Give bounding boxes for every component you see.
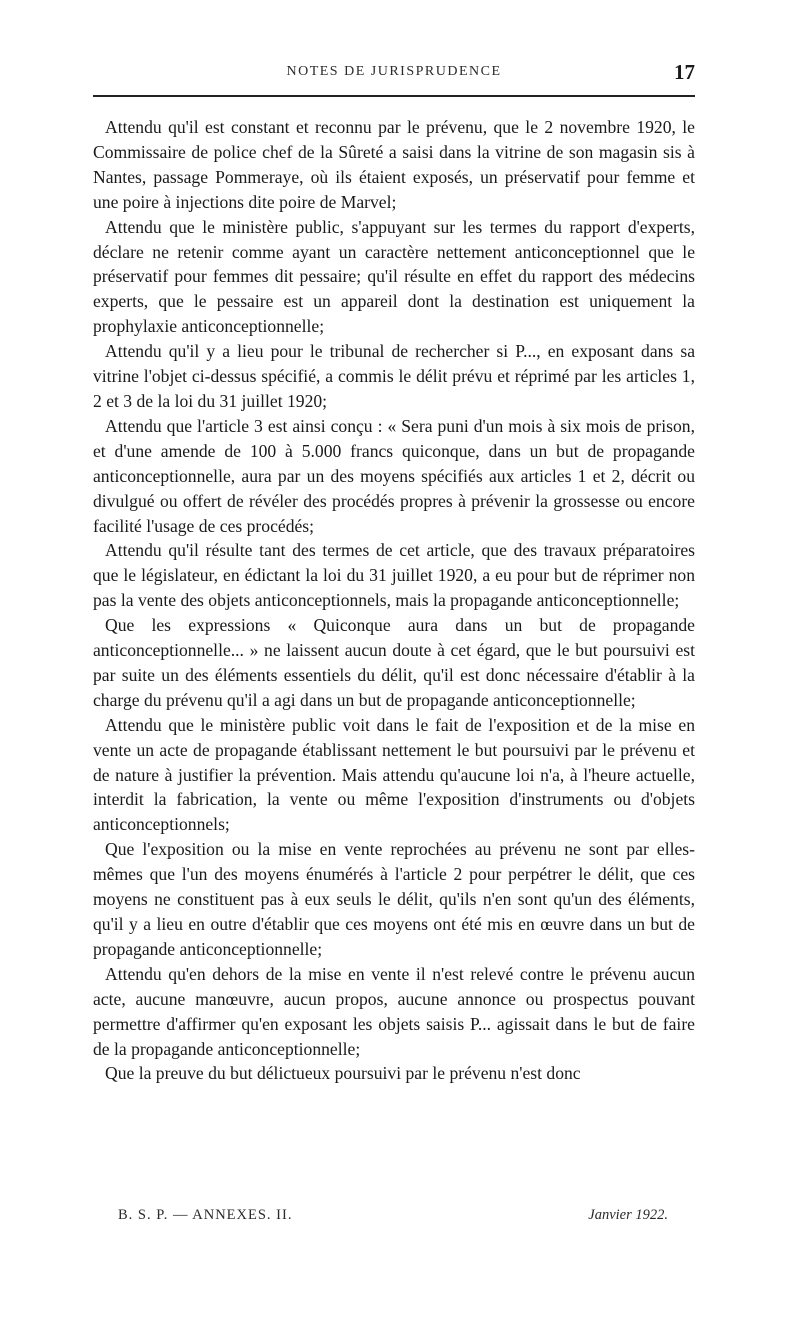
running-head bbox=[93, 60, 695, 86]
paragraph: Attendu qu'il résulte tant des termes de cet article, que des travaux préparatoires que le législateur, en édictant la loi du 31 juillet 1920, a eu pour but de réprimer non pas la vente des objets anticonceptionnels, mais la propagande anticonceptionnelle; bbox=[93, 540, 695, 611]
header-rule bbox=[93, 95, 695, 97]
paragraph: Attendu que l'article 3 est ainsi conçu : « Sera puni d'un mois à six mois de prison, et d'une amende de 100 à 5.000 francs quiconque, dans un but de propagande anticonceptionnelle, aura par un des moyens spécifiés aux articles 1 et 2, décrit ou divulgué ou offert de révéler des procédés propres à prévenir la grossesse ou encore facilité l'usage de ces procédés; bbox=[93, 415, 695, 536]
paragraph: Que la preuve du but délictueux poursuivi par le prévenu n'est donc bbox=[105, 1063, 581, 1084]
paragraph: Attendu que le ministère public voit dans le fait de l'exposition et de la mise en vente un acte de propagande établissant nettement le but poursuivi par le prévenu et de nature à justifier la prévention. Mais attendu qu'aucune loi n'a, à l'heure actuelle, interdit la fabrication, la vente ou même l'exposition d'instruments ou d'objets anticonceptionnels; bbox=[93, 714, 695, 835]
paragraph: Attendu que le ministère public, s'appuyant sur les termes du rapport d'experts, déclare ne retenir comme ayant un caractère nettement anticonceptionnel que le préservatif pour femmes dit pessaire; qu'il résulte en effet du rapport des médecins experts, que le pessaire est un appareil dont la destination est uniquement la prophylaxie anticonceptionnelle; bbox=[93, 216, 695, 337]
footer-date: Janvier 1922. bbox=[588, 1207, 668, 1223]
paragraph: Attendu qu'en dehors de la mise en vente il n'est relevé contre le prévenu aucun acte, aucune manœuvre, aucun propos, aucune annonce ou prospectus pouvant permettre d'affirmer qu'en exposant les objets saisis P... agissait dans le but de faire de la propagande anticonceptionnelle; bbox=[93, 963, 695, 1059]
paragraph: Attendu qu'il y a lieu pour le tribunal de rechercher si P..., en exposant dans sa vitrine l'objet ci-dessus spécifié, a commis le délit prévu et réprimé par les articles 1, 2 et 3 de la loi du 31 juillet 1920; bbox=[93, 341, 695, 411]
paragraph: Attendu qu'il est constant et reconnu par le prévenu, que le 2 novembre 1920, le Commissaire de police chef de la Sûreté a saisi dans la vitrine de son magasin sis à Nantes, passage Pommeraye, où ils étaient exposés, un préservatif pour femme et une poire à injections dite poire de Marvel; bbox=[93, 117, 695, 212]
running-title: NOTES DE JURISPRUDENCE bbox=[286, 64, 502, 79]
paragraph: Que les expressions « Quiconque aura dans un but de propagande anticonceptionnelle... » ne laissent aucun doute à cet égard, que le but poursuivi est par suite un des éléments essentiels du délit, qu'il est donc nécessaire d'établir à la charge du prévenu qu'il a agi dans un but de propagande anticonceptionnelle; bbox=[93, 615, 695, 710]
page-footer bbox=[118, 1207, 668, 1229]
paragraph: Que l'exposition ou la mise en vente reprochées au prévenu ne sont par elles-mêmes que l'un des moyens énumérés à l'article 2 pour perpétrer le délit, que ces moyens ne constituent pas à eux seuls le délit, qu'ils n'en sont qu'un des éléments, qu'il y a lieu en outre d'établir que ces moyens ont été mis en œuvre dans un but de propagande anticonceptionnelle; bbox=[93, 839, 695, 959]
body-text bbox=[93, 115, 695, 1086]
page-number: 17 bbox=[674, 60, 695, 84]
footer-publication: B. S. P. — ANNEXES. II. bbox=[118, 1207, 293, 1223]
